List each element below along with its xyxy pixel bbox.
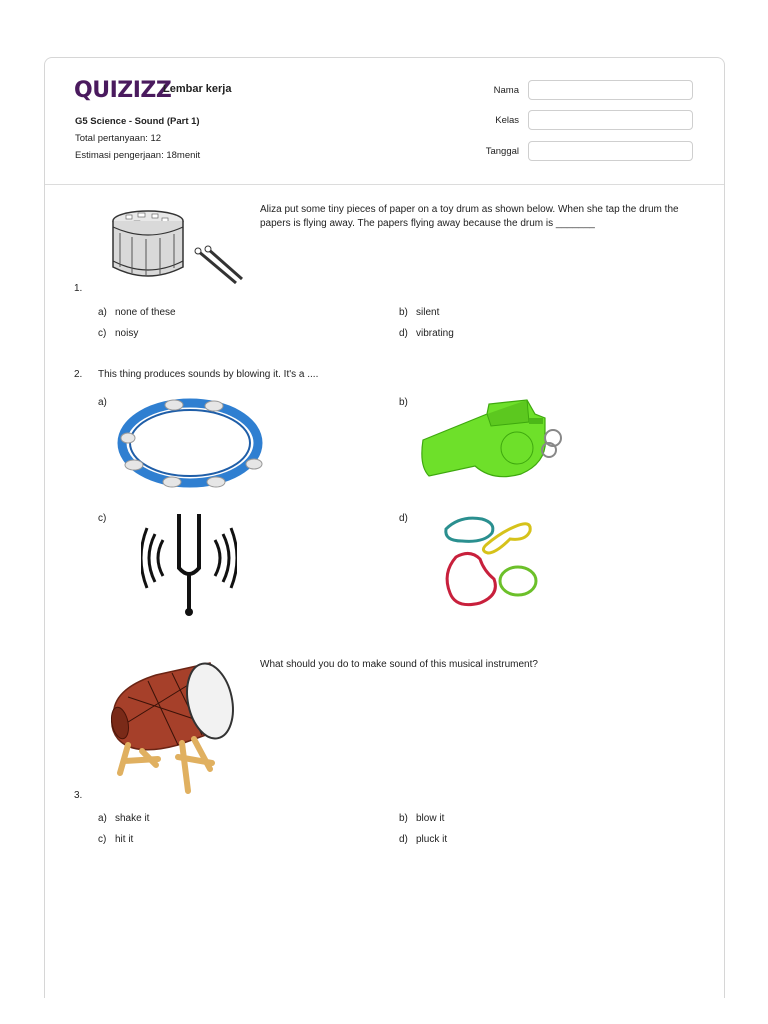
question-2-number: 2. [74, 369, 83, 380]
tuning-fork-image [141, 510, 237, 623]
date-label: Tanggal [485, 146, 519, 157]
class-field[interactable] [528, 110, 693, 130]
class-label: Kelas [495, 115, 519, 126]
question-3-number: 3. [74, 790, 83, 801]
hand-drum-image [98, 657, 246, 802]
date-field[interactable] [528, 141, 693, 161]
q1-option-b[interactable]: b) silent [399, 307, 440, 318]
worksheet-title: G5 Science - Sound (Part 1) [75, 116, 200, 127]
q1-option-a[interactable]: a) none of these [98, 307, 176, 318]
question-1-text: Aliza put some tiny pieces of paper on a toy drum as shown below. When she tap the drum the papers is flying away. The papers flying away because the drum is _______ [260, 204, 679, 229]
question-3-text: What should you do to make sound of this musical instrument? [260, 659, 538, 670]
rubber-bands-image [440, 513, 544, 618]
q2-option-a[interactable]: a) [98, 397, 107, 408]
q2-option-c[interactable]: c) [98, 513, 107, 524]
q3-option-a[interactable]: a) shake it [98, 813, 150, 824]
total-questions: Total pertanyaan: 12 [75, 133, 162, 144]
quizizz-logo: QUIZIZZ [74, 78, 172, 103]
tambourine-image [114, 394, 266, 497]
name-label: Nama [493, 85, 519, 96]
time-estimate: Estimasi pengerjaan: 18menit [75, 150, 201, 161]
q3-option-d[interactable]: d) pluck it [399, 834, 448, 845]
q3-option-c[interactable]: c) hit it [98, 834, 134, 845]
q1-option-c[interactable]: c) noisy [98, 328, 139, 339]
worksheet-header [45, 58, 724, 185]
q2-option-d[interactable]: d) [399, 513, 408, 524]
whistle-image [417, 396, 565, 485]
worksheet-label: Lembar kerja [163, 83, 232, 95]
q2-option-b[interactable]: b) [399, 397, 408, 408]
name-field[interactable] [528, 80, 693, 100]
q3-option-b[interactable]: b) blow it [399, 813, 445, 824]
toy-drum-image [108, 203, 244, 292]
question-2-text: This thing produces sounds by blowing it. It's a .... [98, 369, 319, 380]
question-1-number: 1. [74, 283, 83, 294]
q1-option-d[interactable]: d) vibrating [399, 328, 454, 339]
